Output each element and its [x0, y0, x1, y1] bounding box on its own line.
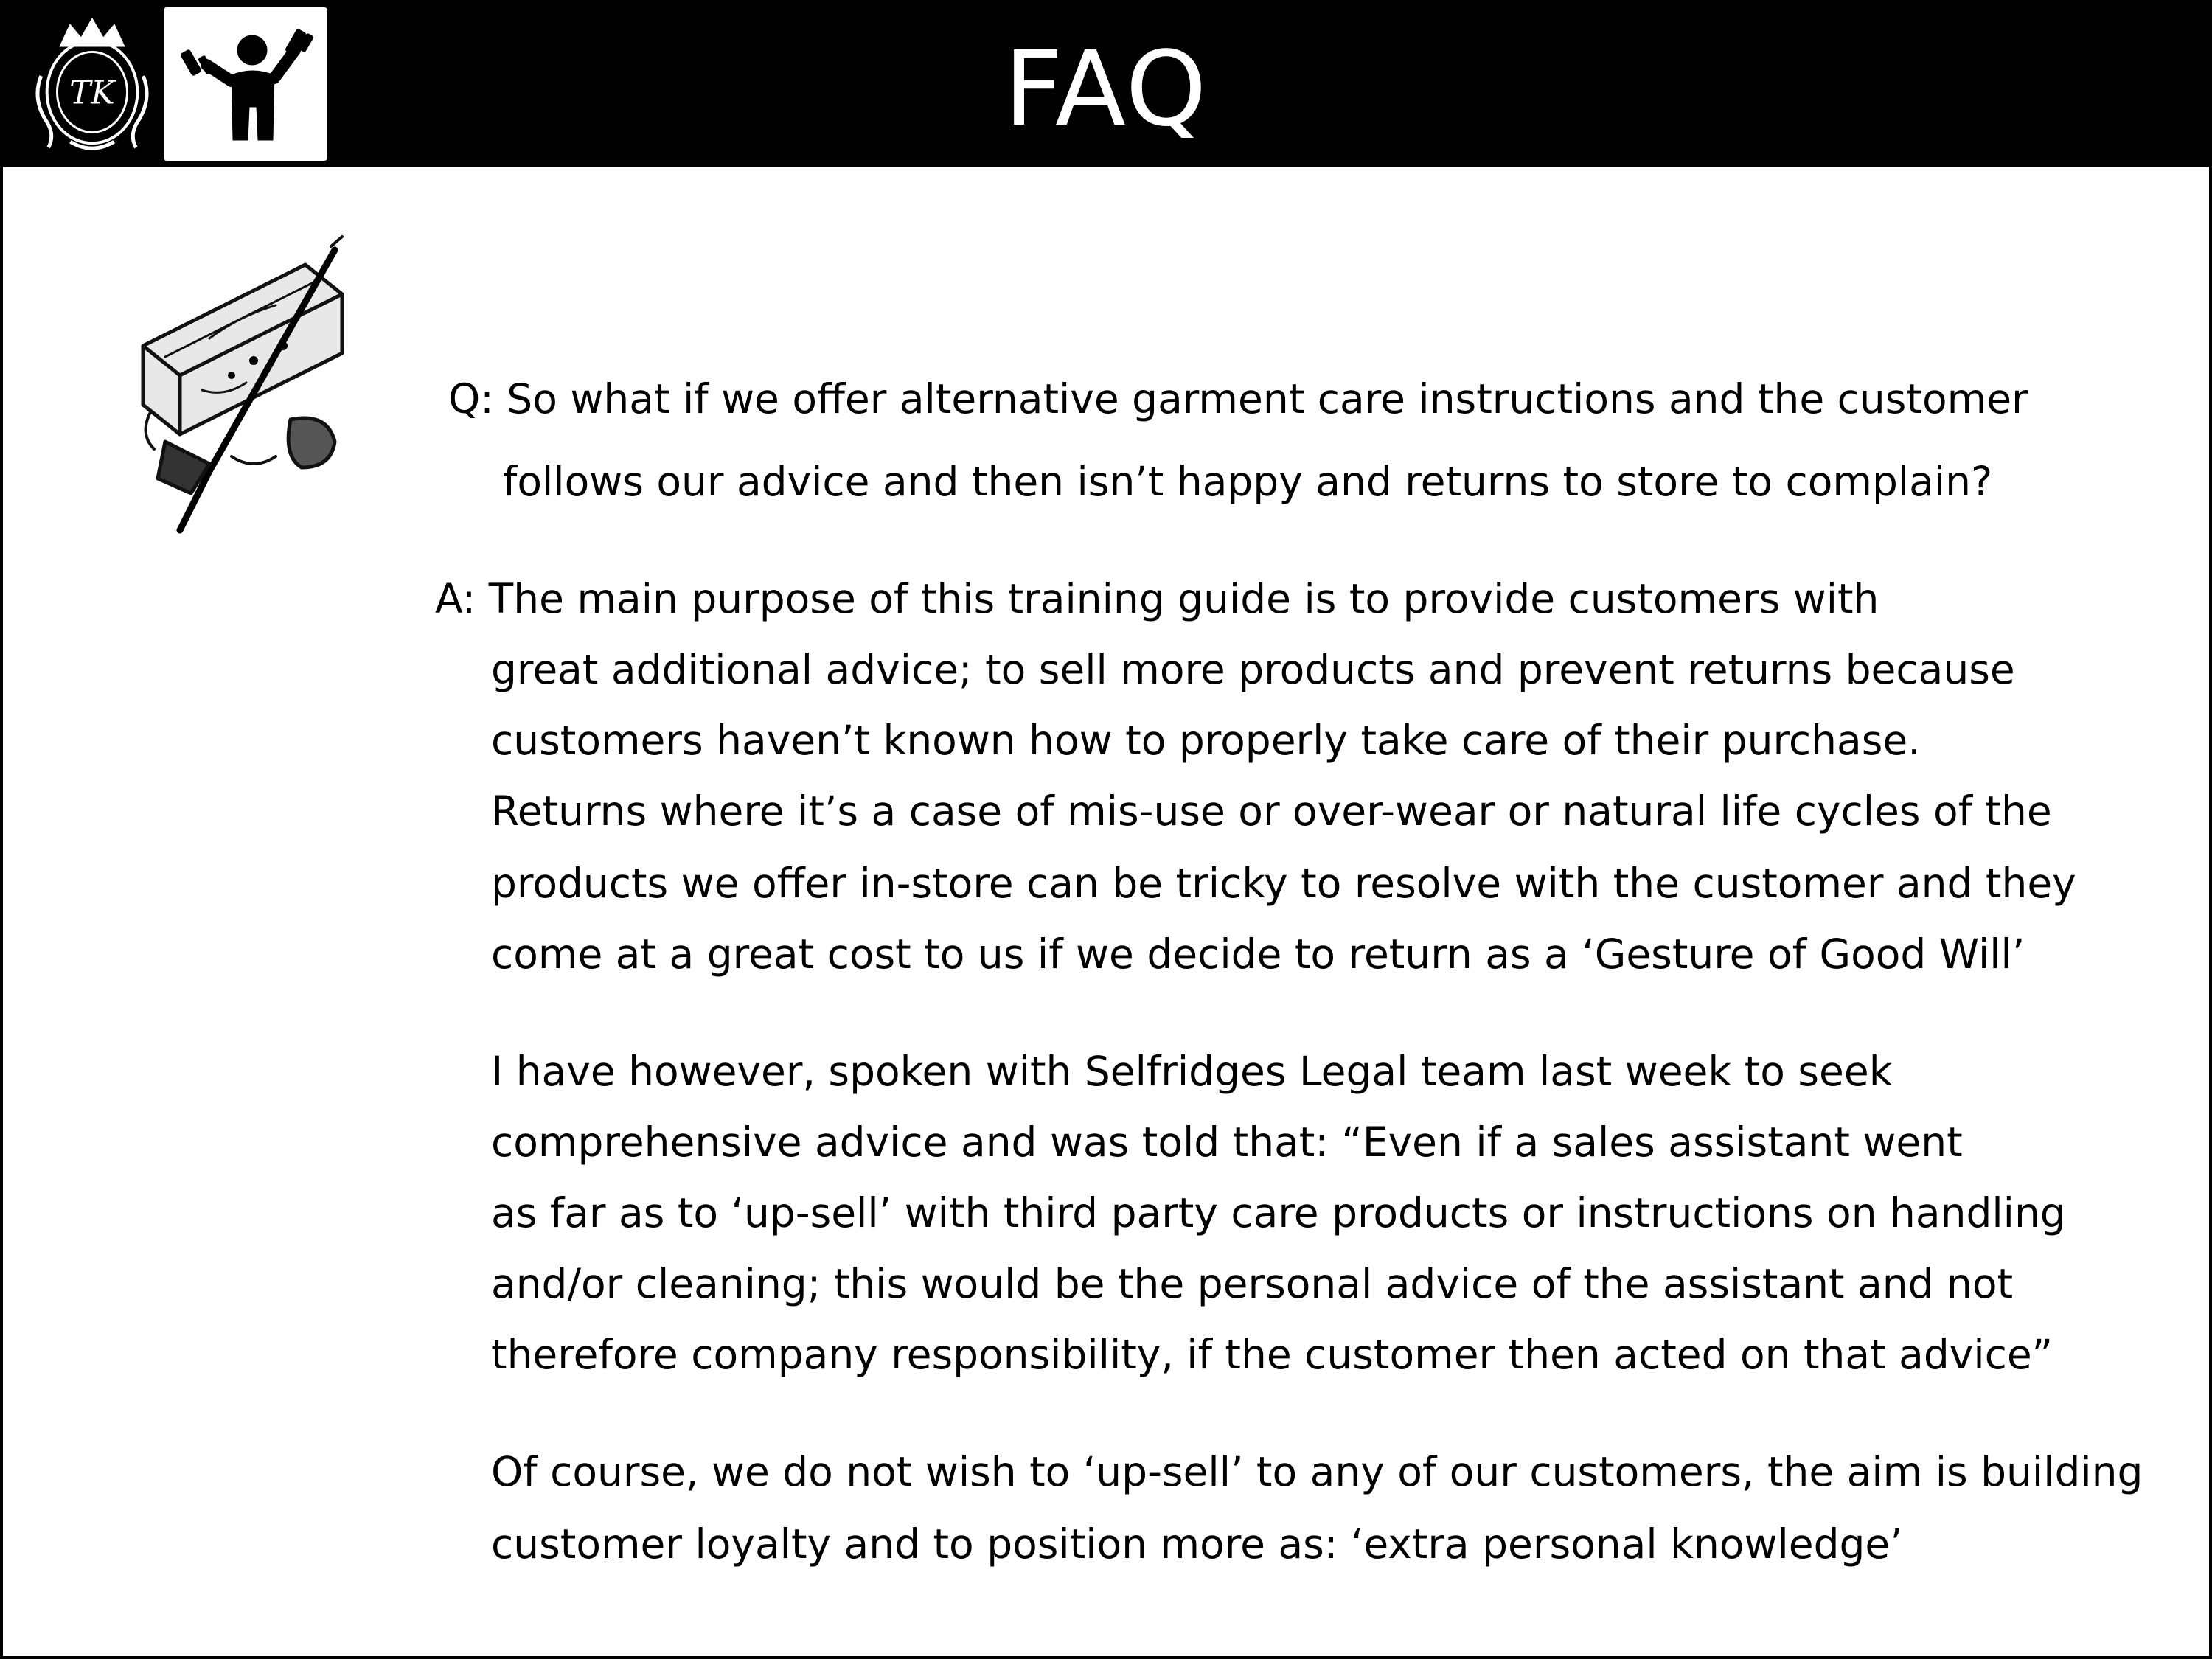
- header-bar: [3, 3, 2209, 167]
- svg-text:TK: TK: [69, 74, 115, 112]
- page-title: FAQ: [1004, 29, 1208, 150]
- answer-line: as far as to ‘up-sell’ with third party care products or instructions on handling: [491, 1189, 2066, 1237]
- answer-line: comprehensive advice and was told that: “Even if a sales assistant went: [491, 1119, 1963, 1166]
- answer-line: customer loyalty and to position more as: ‘extra personal knowledge’: [491, 1520, 1903, 1568]
- answer-line: come at a great cost to us if we decide to return as a ‘Gesture of Good Will’: [491, 931, 2025, 978]
- answer-line: great additional advice; to sell more products and prevent returns because: [491, 646, 2015, 693]
- answer-line: Of course, we do not wish to ‘up-sell’ to any of our customers, the aim is building: [491, 1448, 2143, 1495]
- answer-line: I have however, spoken with Selfridges Legal team last week to seek: [491, 1048, 1893, 1095]
- answer-line: customers haven’t known how to properly take care of their purchase.: [491, 717, 1921, 764]
- answer-line: A: The main purpose of this training guide is to provide customers with: [435, 575, 1879, 622]
- answer-line: Returns where it’s a case of mis-use or over-wear or natural life cycles of the: [491, 787, 2052, 835]
- answer-line: products we offer in-store can be tricky to resolve with the customer and they: [491, 860, 2076, 907]
- answer-line: therefore company responsibility, if the customer then acted on that advice”: [491, 1331, 2053, 1378]
- sewing-box-sketch-icon: [121, 235, 372, 545]
- answer-line: and/or cleaning; this would be the personal advice of the assistant and not: [491, 1260, 2014, 1307]
- question-line: Q: So what if we offer alternative garment care instructions and the customer: [448, 375, 2028, 422]
- question-line: follows our advice and then isn’t happy and returns to store to complain?: [503, 458, 1993, 505]
